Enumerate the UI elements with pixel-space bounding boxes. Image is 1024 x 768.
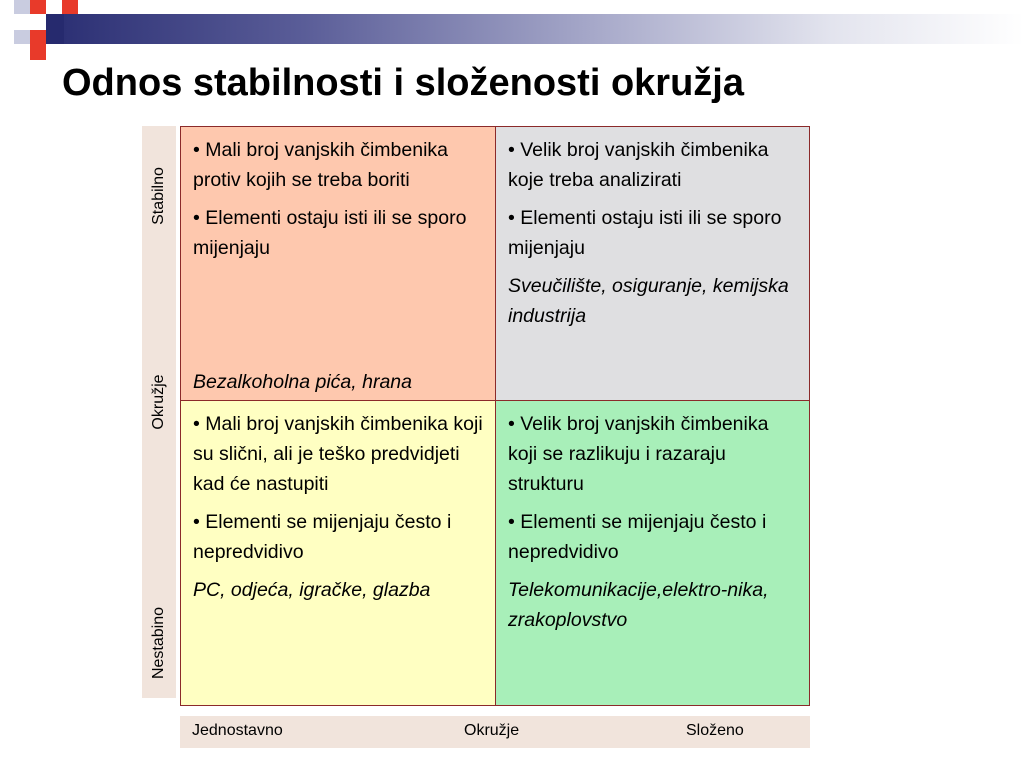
cell-complex-stable (496, 127, 809, 401)
cell-simple-stable (181, 127, 496, 401)
cell-example: Bezalkoholna pića, hrana (193, 371, 412, 393)
horizontal-axis-bar (180, 716, 810, 748)
vertical-axis-label-top: Stabilno (150, 167, 167, 225)
vertical-axis-label-bottom: Nestabino (150, 606, 167, 680)
decor-square (14, 0, 30, 14)
vertical-axis-label-middle: Okružje (150, 374, 167, 430)
cell-complex-unstable (496, 401, 809, 705)
cell-example: Telekomunikacije,elektro-nika, zrakoplovstvo (508, 579, 769, 631)
header-gradient-bar (64, 14, 1024, 44)
decor-square (30, 44, 46, 60)
decor-square (46, 14, 64, 44)
horizontal-axis-label-left: Jednostavno (192, 722, 283, 739)
cell-example: Sveučilište, osiguranje, kemijska industrija (508, 275, 789, 327)
horizontal-axis-label-middle: Okružje (464, 722, 520, 739)
cell-bullet: • Elementi se mijenjaju često i nepredvidivo (193, 511, 452, 563)
decor-square (30, 30, 46, 44)
cell-bullet: • Velik broj vanjskih čimbenika koji se razlikuju i razaraju strukturu (508, 413, 769, 495)
cell-bullet: • Elementi ostaju isti ili se sporo mijenjaju (508, 207, 782, 259)
decor-square (30, 0, 46, 14)
cell-simple-unstable (181, 401, 496, 705)
cell-example: PC, odjeća, igračke, glazba (193, 579, 431, 601)
slide-title: Odnos stabilnosti i složenosti okružja (62, 62, 744, 104)
cell-bullet: • Elementi ostaju isti ili se sporo mijenjaju (193, 207, 467, 259)
horizontal-axis-label-right: Složeno (686, 722, 744, 739)
environment-matrix (180, 126, 810, 706)
cell-bullet: • Mali broj vanjskih čimbenika koji su slični, ali je teško predvidjeti kad će nastupiti (193, 413, 483, 495)
decor-square (14, 30, 30, 44)
decor-square (62, 0, 78, 14)
cell-bullet: • Mali broj vanjskih čimbenika protiv kojih se treba boriti (193, 139, 449, 191)
cell-bullet: • Velik broj vanjskih čimbenika koje treba analizirati (508, 139, 769, 191)
cell-bullet: • Elementi se mijenjaju često i nepredvidivo (508, 511, 767, 563)
